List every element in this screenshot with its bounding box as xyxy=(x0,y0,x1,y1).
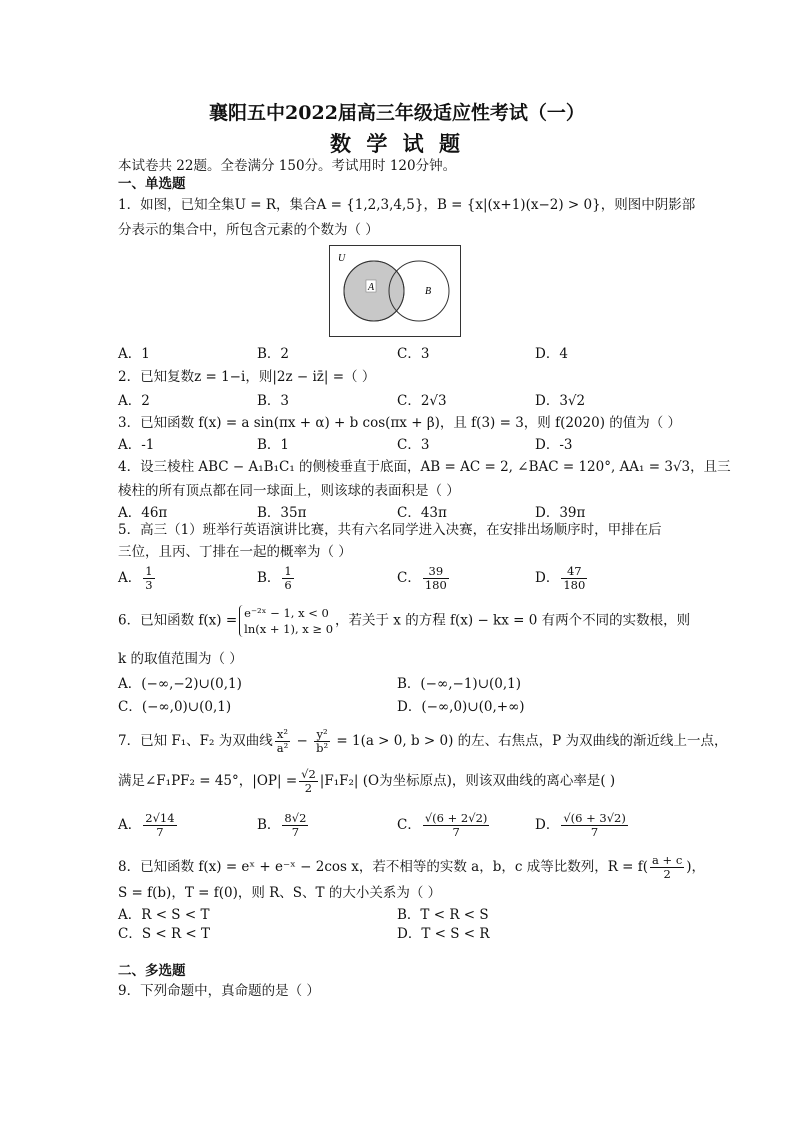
q5-option-d: D． $\frac{47}{180}$ xyxy=(535,564,586,592)
q6-option-a: A．(−∞,−2)∪(0,1) xyxy=(118,676,242,692)
q4-option-c: C．43π xyxy=(397,505,447,521)
q5-option-c: C． $\frac{39}{180}$ xyxy=(397,564,447,592)
exam-subtitle: 数 学 试 题 xyxy=(330,131,464,156)
q4-option-a: A．46π xyxy=(118,505,168,521)
q1-option-d: D．4 xyxy=(535,346,568,362)
q2-stem: 2．已知复数z = 1−i，则|2z − iz̄| =（ ） xyxy=(118,369,376,385)
q8-stem-line2: S = f(b)，T = f(0)，则 R、S、T 的大小关系为（ ） xyxy=(118,885,442,901)
exam-title: 襄阳五中2022届高三年级适应性考试（一） xyxy=(209,102,585,124)
q8-option-a: A．R < S < T xyxy=(118,907,210,923)
q2-option-a: A．2 xyxy=(118,393,150,409)
q7-stem-line1: 7．已知 F₁、F₂ 为双曲线 $\frac{\text{x²}}{\text{a²}}$ − $\frac{\text{y²}}{\text{b²}}$ = 1(a > 0, b > 0) 的左、右焦点，P 为双曲线的渐近线上一点， xyxy=(118,727,728,755)
q8-option-d: D．T < S < R xyxy=(397,926,490,942)
q1-stem-line1: 1．如图，已知全集U = R，集合A = {1,2,3,4,5}，B = {x|(x+1)(x−2) > 0}，则图中阴影部 xyxy=(118,197,696,213)
q4-stem-line2: 棱柱的所有顶点都在同一球面上，则该球的表面积是（ ） xyxy=(118,483,460,499)
q6-stem-line1: 6．已知函数 f(x) = e⁻²ˣ − 1, x < 0 ln(x + 1), x ≥ 0 ，若关于 x 的方程 f(x) − kx = 0 有两个不同的实数根，则 xyxy=(118,606,691,636)
q2-option-c: C．2√3 xyxy=(397,393,447,409)
q5-stem-line2: 三位，且丙、丁排在一起的概率为（ ） xyxy=(118,544,352,560)
venn-label-u: U xyxy=(338,253,346,264)
exam-intro: 本试卷共 22题。全卷满分 150分。考试用时 120分钟。 xyxy=(118,158,457,174)
q7-option-b: B． $\frac{8√2}{7}$ xyxy=(257,811,307,839)
q6-stem-line2: k 的取值范围为（ ） xyxy=(118,651,243,667)
q5-stem-line1: 5．高三（1）班举行英语演讲比赛，共有六名同学进入决赛，在安排出场顺序时，甲排在后 xyxy=(118,522,662,538)
q1-stem-line2: 分表示的集合中，所包含元素的个数为（ ） xyxy=(118,222,379,238)
q4-option-b: B．35π xyxy=(257,505,307,521)
q6-option-b: B．(−∞,−1)∪(0,1) xyxy=(397,676,522,692)
q8-stem-line1: 8．已知函数 f(x) = eˣ + e⁻ˣ − 2cos x，若不相等的实数 a，b，c 成等比数列，R = f( $\frac{a + c}{2}$ )， xyxy=(118,853,706,881)
venn-diagram xyxy=(329,245,461,337)
q1-option-a: A．1 xyxy=(118,346,150,362)
section-single-choice: 一、单选题 xyxy=(118,176,186,192)
venn-label-a: A xyxy=(368,282,375,293)
q3-option-a: A．-1 xyxy=(118,437,155,453)
q1-option-b: B．2 xyxy=(257,346,290,362)
q7-option-c: C． $\frac{√(6 + 2√2)}{7}$ xyxy=(397,811,488,839)
q4-option-d: D．39π xyxy=(535,505,586,521)
q1-option-c: C．3 xyxy=(397,346,430,362)
q3-stem: 3．已知函数 f(x) = a sin(πx + α) + b cos(πx + β)，且 f(3) = 3，则 f(2020) 的值为（ ） xyxy=(118,415,682,431)
q5-option-a: A． $\frac{1}{3}$ xyxy=(118,564,153,592)
q8-option-b: B．T < R < S xyxy=(397,907,489,923)
q3-option-b: B．1 xyxy=(257,437,290,453)
q2-option-d: D．3√2 xyxy=(535,393,586,409)
q7-option-d: D． $\frac{√(6 + 3√2)}{7}$ xyxy=(535,811,626,839)
q3-option-d: D．-3 xyxy=(535,437,573,453)
q5-option-b: B． $\frac{1}{6}$ xyxy=(257,564,292,592)
section-multi-choice: 二、多选题 xyxy=(118,963,186,979)
q9-stem: 9．下列命题中，真命题的是（ ） xyxy=(118,983,320,999)
q6-option-c: C．(−∞,0)∪(0,1) xyxy=(118,699,232,715)
venn-label-b: B xyxy=(425,286,432,297)
q7-stem-line2: 满足∠F₁PF₂ = 45°，|OP| = $\frac{√2}{2}$ |F₁F₂| (O为坐标原点)，则该双曲线的离心率是( ) xyxy=(118,767,616,795)
q6-option-d: D．(−∞,0)∪(0,+∞) xyxy=(397,699,525,715)
q2-option-b: B．3 xyxy=(257,393,290,409)
q3-option-c: C．3 xyxy=(397,437,430,453)
q7-option-a: A． $\frac{2√14}{7}$ xyxy=(118,811,175,839)
q8-option-c: C．S < R < T xyxy=(118,926,211,942)
q4-stem-line1: 4．设三棱柱 ABC − A₁B₁C₁ 的侧棱垂直于底面，AB = AC = 2, ∠BAC = 120°, AA₁ = 3√3，且三 xyxy=(118,459,731,475)
